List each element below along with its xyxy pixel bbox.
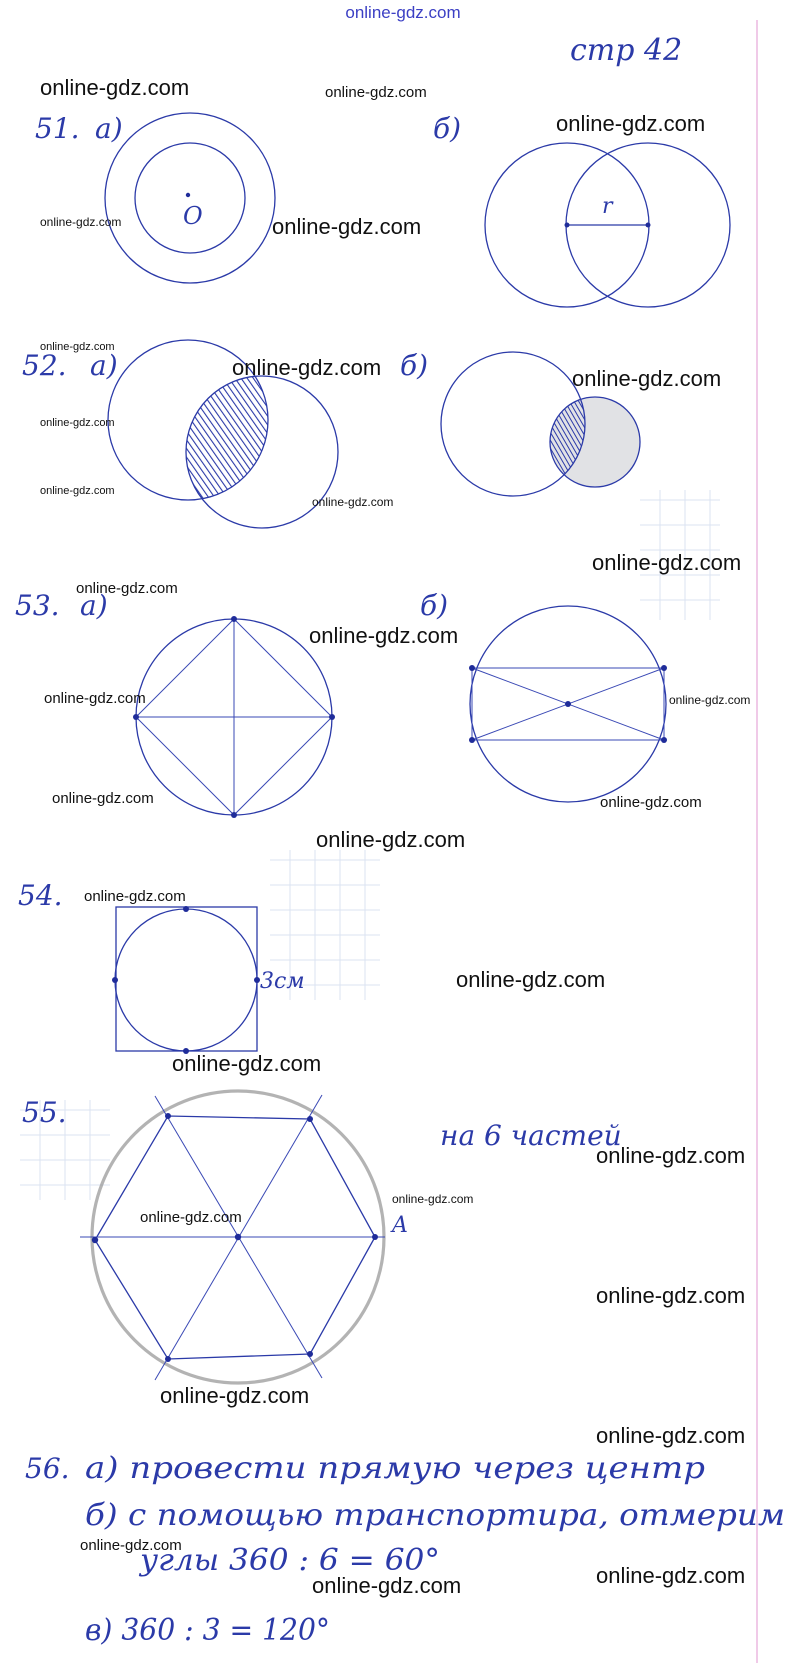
watermark: online-gdz.com	[172, 1051, 322, 1076]
watermark: online-gdz.com	[556, 111, 706, 136]
watermark: online-gdz.com	[40, 417, 115, 429]
watermark: online-gdz.com	[272, 214, 422, 239]
watermark: online-gdz.com	[52, 790, 154, 807]
watermark: online-gdz.com	[40, 485, 115, 497]
task-54-number: 54.	[18, 879, 63, 912]
task-55-number: 55.	[22, 1096, 67, 1129]
watermark: online-gdz.com	[325, 84, 427, 101]
watermark: online-gdz.com	[40, 341, 115, 353]
watermarks	[40, 75, 750, 1598]
task-53-part-a: а)	[80, 589, 108, 622]
watermark: online-gdz.com	[232, 355, 382, 380]
task-53-part-b: б)	[420, 589, 449, 622]
watermark: online-gdz.com	[596, 1563, 746, 1588]
task-56-answer-a: а) провести прямую через центр	[85, 1451, 705, 1486]
point-label-a: A	[392, 1213, 408, 1238]
watermark: online-gdz.com	[596, 1143, 746, 1168]
watermark: online-gdz.com	[572, 366, 722, 391]
task-52-number: 52.	[22, 349, 67, 382]
inscribed-rectangle-figure	[469, 606, 667, 802]
hexagon-in-circle-figure	[80, 1091, 385, 1383]
task-56-number: 56.	[25, 1452, 70, 1485]
watermark: online-gdz.com	[140, 1209, 242, 1226]
watermark: online-gdz.com	[456, 967, 606, 992]
watermark: online-gdz.com	[392, 1192, 474, 1206]
circle-in-square-figure	[112, 906, 260, 1054]
radius-label-r: r	[602, 194, 613, 219]
center-label-o: O	[183, 202, 203, 230]
watermark: online-gdz.com	[312, 1573, 462, 1598]
watermark: online-gdz.com	[596, 1423, 746, 1448]
watermark: online-gdz.com	[312, 495, 394, 509]
watermark: online-gdz.com	[80, 1537, 182, 1554]
task-56-answer-c: в) 360 : 3 = 120°	[85, 1613, 330, 1648]
task-52-part-a: а)	[90, 349, 118, 382]
task-51-part-a: а)	[95, 112, 123, 145]
watermark: online-gdz.com	[76, 580, 178, 597]
watermark: online-gdz.com	[40, 75, 190, 100]
task-52-part-b: б)	[400, 349, 429, 382]
task-51-part-b: б)	[433, 112, 462, 145]
concentric-circles-figure	[105, 113, 275, 283]
watermark: online-gdz.com	[160, 1383, 310, 1408]
watermark: online-gdz.com	[592, 550, 742, 575]
site-logo[interactable]: online-gdz.com	[345, 3, 461, 22]
task-56-answer-b-line2: углы 360 : 6 = 60°	[137, 1543, 441, 1578]
watermark: online-gdz.com	[40, 215, 122, 229]
side-length-label: 3см	[260, 969, 305, 994]
page-reference: стр 42	[570, 33, 683, 68]
task-55-note: на 6 частей	[440, 1119, 622, 1152]
inscribed-square-figure	[133, 616, 335, 818]
watermark: online-gdz.com	[316, 827, 466, 852]
watermark: online-gdz.com	[600, 794, 702, 811]
task-56-answer-b-line1: б) с помощью транспортира, отмерим	[85, 1498, 785, 1533]
intersecting-circles-radius-figure	[485, 143, 730, 307]
watermark: online-gdz.com	[44, 690, 146, 707]
task-53-number: 53.	[15, 589, 60, 622]
watermark: online-gdz.com	[669, 693, 751, 707]
watermark: online-gdz.com	[596, 1283, 746, 1308]
task-51-number: 51.	[35, 112, 80, 145]
watermark: online-gdz.com	[84, 888, 186, 905]
watermark: online-gdz.com	[309, 623, 459, 648]
